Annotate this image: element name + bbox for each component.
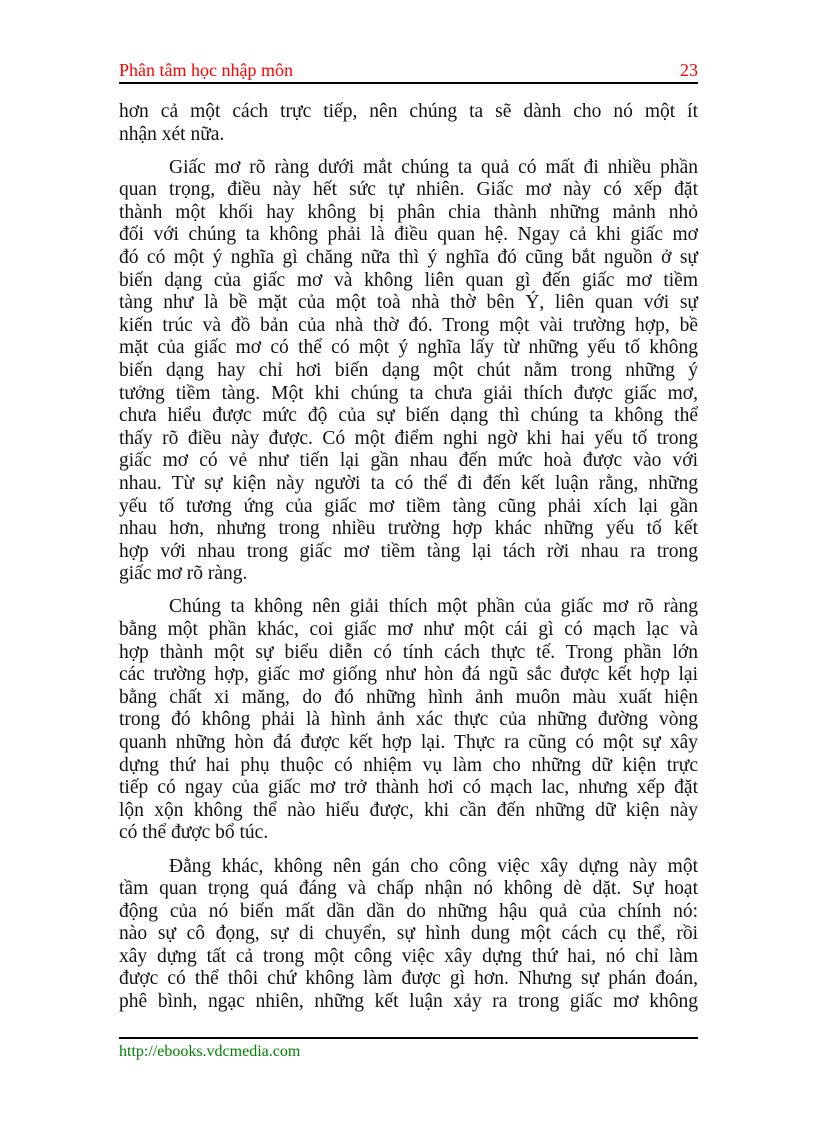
footer-divider (119, 1037, 698, 1039)
text-line: phê bình, ngạc nhiên, những kết luận xảy ra trong giấc mơ không (119, 991, 698, 1013)
text-line: biến dạng của giấc mơ và không liên quan gì đến giấc mơ tiềm (119, 269, 698, 291)
text-line: thấy rõ điều này được. Có một điểm nghi ngờ khi hai yếu tố trong (119, 427, 698, 449)
paragraph (119, 101, 698, 146)
text-line: hơn cả một cách trực tiếp, nên chúng ta sẽ dành cho nó một ít (119, 101, 698, 122)
header-divider (119, 82, 698, 84)
text-line: động của nó biến mất dần dần do những hậu quả của chính nó: (119, 900, 698, 922)
text-line: đối với chúng ta không phải là điều quan hệ. Ngay cả khi giấc mơ (119, 224, 698, 246)
text-line: nhau. Từ sự kiện này người ta có thể đi đến kết luận rằng, những (119, 473, 698, 494)
text-line: yếu tố tương ứng của giấc mơ tiềm tàng cũng phải xích lại gần (119, 495, 698, 517)
text-line: tàng như là bề mặt của một toà nhà thờ bên Ý, liên quan với sự (119, 292, 698, 314)
text-line: dựng thứ hai phụ thuộc có nhiệm vụ làm cho những dữ kiện trực (119, 754, 698, 776)
text-line: có thể được bổ túc. (119, 822, 269, 844)
text-line: tầm quan trọng quá đáng và chấp nhận nó không dè dặt. Sự hoạt (119, 878, 698, 900)
text-line: bằng chất xi măng, do đó những hình ảnh muôn màu xuất hiện (119, 686, 698, 708)
footer-link[interactable]: http://ebooks.vdcmedia.com (119, 1043, 301, 1060)
paragraph (119, 157, 698, 586)
book-title: Phân tâm học nhập môn (119, 60, 293, 80)
text-line: trong đó không phải là hình ảnh xác thực của những đường vòng (119, 709, 698, 731)
text-line: kiến trúc và đồ bản của nhà thờ đó. Trong một vài trường hợp, bề (119, 314, 698, 336)
text-line: Chúng ta không nên giải thích một phần của giấc mơ rõ ràng (169, 596, 698, 618)
text-line: đó có một ý nghĩa gì chăng nữa thì ý nghĩa đó cũng bắt nguồn ở sự (119, 247, 698, 269)
paragraph (119, 856, 698, 1014)
text-line: lộn xộn không thể nào hiểu được, khi cần đến những dữ kiện này (119, 799, 698, 821)
text-line: hợp với nhau trong giấc mơ tiềm tàng lại tách rời nhau ra trong (119, 540, 698, 562)
page-body (119, 101, 698, 1024)
text-line: quan trọng, điều này hết sức tự nhiên. Giấc mơ này có xếp đặt (119, 179, 698, 201)
page-header (119, 60, 698, 82)
text-line: bằng một phần khác, coi giấc mơ như một cái gì có mạch lạc và (119, 619, 698, 641)
text-line: nhau hơn, nhưng trong nhiều trường hợp khác những yếu tố kết (119, 518, 698, 540)
text-line: xây dựng tất cả trong một công việc xây dựng thứ hai, nó chỉ làm (119, 945, 698, 967)
paragraph (119, 596, 698, 845)
text-line: tưởng tiềm tàng. Một khi chúng ta chưa giải thích được giấc mơ, (119, 382, 698, 404)
text-line: Đằng khác, không nên gán cho công việc xây dựng này một (169, 855, 698, 877)
text-line: giấc mơ có vẻ như tiến lại gần nhau đến mức hoà được vào với (119, 450, 698, 472)
text-line: chưa hiểu được mức độ của sự biến dạng thì chúng ta không thể (119, 405, 698, 427)
text-line: nào sự cô đọng, sự di chuyển, sự hình dung một cách cụ thể, rồi (119, 923, 698, 945)
text-line: biến dạng hay chỉ hơi biến dạng một chút nằm trong những ý (119, 360, 698, 382)
text-line: tiếp có ngay của giấc mơ trở thành hơi có mạch lac, nhưng xếp đặt (119, 777, 698, 799)
text-line: các trường hợp, giấc mơ giống như hòn đá ngũ sắc được kết hợp lại (119, 664, 698, 686)
text-line: Giấc mơ rõ ràng dưới mắt chúng ta quả có mất đi nhiều phần (169, 156, 698, 178)
page-number: 23 (680, 60, 698, 80)
text-line: giấc mơ rõ ràng. (119, 563, 248, 585)
text-line: quanh những hòn đá được kết hợp lại. Thực ra cũng có một sự xây (119, 732, 698, 754)
text-line: thành một khối hay không bị phân chia thành những mảnh nhỏ (119, 201, 698, 223)
text-line: hợp thành một sự biểu diễn có tính cách thực tế. Trong phần lớn (119, 641, 698, 663)
text-line: mặt của giấc mơ có thể có một ý nghĩa lấy từ những yếu tố không (119, 337, 698, 359)
text-line: được có thể thôi chứ không làm được gì hơn. Nhưng sự phán đoán, (119, 968, 698, 990)
text-line: nhận xét nữa. (119, 123, 225, 145)
